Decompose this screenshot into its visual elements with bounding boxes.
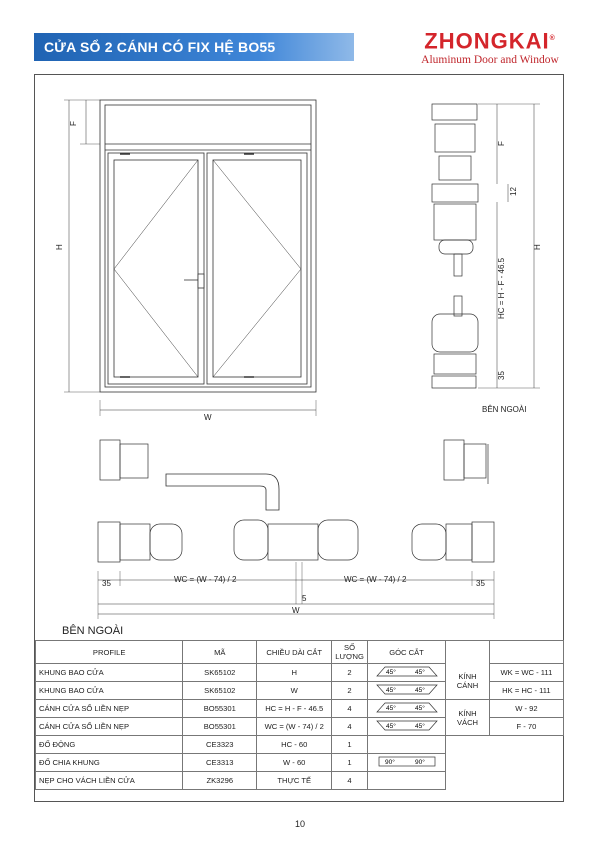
th-qty: SỐ LƯỢNG (332, 641, 368, 664)
left-sash (108, 153, 204, 384)
table-row (36, 664, 564, 682)
cell-length: W (257, 682, 332, 700)
dim-h: H (55, 244, 64, 250)
dim-5: 5 (302, 594, 307, 603)
cell-code: BO55301 (183, 700, 257, 718)
dim-w: W (204, 413, 212, 422)
table-row (36, 700, 564, 718)
th-code: MÃ (183, 641, 257, 664)
cell-code: CE3323 (183, 736, 257, 754)
cell-qty: 4 (332, 700, 368, 718)
cell-qty: 4 (332, 772, 368, 790)
cell-length: W - 60 (257, 754, 332, 772)
kinh-vach-label: KÍNH VÁCH (446, 700, 490, 736)
cell-angle (367, 700, 445, 718)
cell-code: BO55301 (183, 718, 257, 736)
cell-code: CE3313 (183, 754, 257, 772)
cell-qty: 2 (332, 664, 368, 682)
cell-qty: 4 (332, 718, 368, 736)
cell-length: THỰC TẾ (257, 772, 332, 790)
th-profile: PROFILE (36, 641, 183, 664)
kinh-canh-label: KÍNH CÁNH (446, 664, 490, 700)
angle-90-icon (375, 756, 439, 767)
wk-formula: WK = WC - 111 (489, 664, 563, 682)
vertical-section-profile (432, 104, 478, 388)
dim-wc-right: WC = (W - 74) / 2 (344, 575, 407, 584)
brand-mark: ® (549, 35, 556, 42)
bottom-horizontal-profile (98, 520, 494, 562)
cell-length: HC - 60 (257, 736, 332, 754)
ben-ngoai-small: BÊN NGOÀI (482, 405, 527, 414)
angle-45-icon (375, 684, 439, 695)
brand-name: ZHONGKAI (424, 28, 550, 54)
brand-tagline: Aluminum Door and Window (421, 54, 559, 67)
cell-profile: NẸP CHO VÁCH LIỀN CỬA (36, 772, 183, 790)
cell-angle (367, 682, 445, 700)
ben-ngoai-label: BÊN NGOÀI (62, 625, 124, 637)
brand-logo (410, 27, 570, 67)
dim-35-right: 35 (497, 371, 506, 380)
th-length: CHIỀU DÀI CẮT (257, 641, 332, 664)
cell-length: HC = H - F - 46.5 (257, 700, 332, 718)
dim-hc: HC = H - F - 46.5 (497, 257, 506, 319)
dim-35-left: 35 (102, 579, 111, 588)
cell-code: SK65102 (183, 682, 257, 700)
cutting-table (35, 640, 564, 790)
cell-qty: 2 (332, 682, 368, 700)
svg-text:45°: 45° (385, 687, 396, 694)
technical-drawing (34, 74, 564, 634)
right-sash (207, 153, 307, 384)
cell-length: WC = (W - 74) / 2 (257, 718, 332, 736)
cell-profile: ĐỐ ĐỘNG (36, 736, 183, 754)
cell-angle (367, 754, 445, 772)
angle-45-icon (375, 666, 439, 677)
cell-profile: CÁNH CỬA SỔ LIỀN NẸP (36, 700, 183, 718)
svg-text:90°: 90° (384, 759, 395, 766)
cell-profile: KHUNG BAO CỬA (36, 664, 183, 682)
th-angle: GÓC CẮT (367, 641, 445, 664)
handle-profile (166, 474, 279, 510)
svg-text:45°: 45° (414, 705, 425, 712)
cell-qty: 1 (332, 754, 368, 772)
cell-qty: 1 (332, 736, 368, 754)
cell-code: SK65102 (183, 664, 257, 682)
svg-text:45°: 45° (414, 687, 425, 694)
dim-wc-left: WC = (W - 74) / 2 (174, 575, 237, 584)
cell-profile: ĐỐ CHIA KHUNG (36, 754, 183, 772)
dim-w-bottom: W (292, 606, 300, 615)
page-number: 10 (294, 819, 305, 829)
cell-profile: CÁNH CỬA SỔ LIỀN NẸP (36, 718, 183, 736)
angle-45-icon (375, 720, 439, 731)
dim-35-right-bottom: 35 (476, 579, 485, 588)
dim-f-right: F (497, 141, 506, 146)
svg-text:45°: 45° (414, 669, 425, 676)
hk-formula: HK = HC - 111 (489, 682, 563, 700)
top-horizontal-profile (100, 440, 488, 484)
dim-f: F (69, 121, 78, 126)
angle-45-icon (375, 702, 439, 713)
table-row (36, 736, 564, 754)
svg-text:45°: 45° (385, 669, 396, 676)
dim-12: 12 (509, 187, 518, 196)
svg-text:90°: 90° (414, 759, 425, 766)
handle-icon (198, 274, 204, 288)
svg-text:45°: 45° (385, 723, 396, 730)
page-title: CỬA SỔ 2 CÁNH CÓ FIX HỆ BO55 (34, 33, 354, 61)
cell-code: ZK3296 (183, 772, 257, 790)
svg-text:45°: 45° (414, 723, 425, 730)
dim-h-right: H (533, 244, 542, 250)
cell-profile: KHUNG BAO CỬA (36, 682, 183, 700)
svg-text:45°: 45° (385, 705, 396, 712)
f70-formula: F - 70 (489, 718, 563, 736)
cell-length: H (257, 664, 332, 682)
w92-formula: W - 92 (489, 700, 563, 718)
cell-angle (367, 718, 445, 736)
cell-angle (367, 664, 445, 682)
